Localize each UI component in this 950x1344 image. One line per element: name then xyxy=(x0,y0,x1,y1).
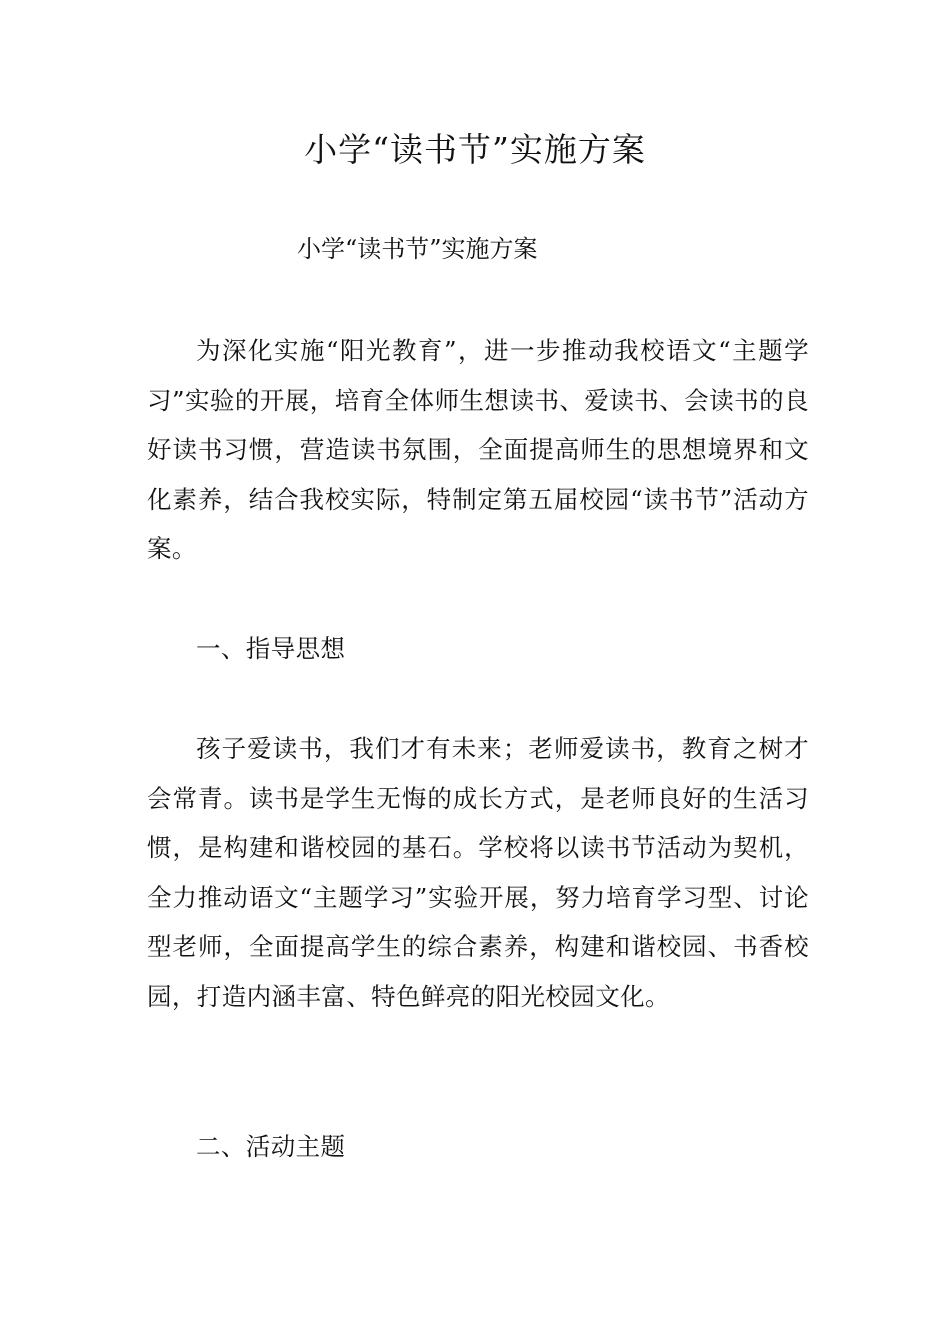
intro-paragraph: 为深化实施“阳光教育”，进一步推动我校语文“主题学习”实验的开展，培育全体师生想读书、爱读书、会读书的良好读书习惯，营造读书氛围，全面提高师生的思想境界和文化素养，结合我校实际，特制定第五届校园“读书节”活动方案。 xyxy=(147,336,809,563)
guiding-ideology-paragraph: 孩子爱读书，我们才有未来；老师爱读书，教育之树才会常青。读书是学生无悔的成长方式，是老师良好的生活习惯，是构建和谐校园的基石。学校将以读书节活动为契机，全力推动语文“主题学习”实验开展，努力培育学习型、讨论型老师，全面提高学生的综合素养，构建和谐校园、书香校园，打造内涵丰富、特色鲜亮的阳光校园文化。 xyxy=(147,734,809,1011)
section-heading-guiding-ideology: 一、指导思想 xyxy=(196,634,346,663)
document-title: 小学“读书节”实施方案 xyxy=(304,130,646,169)
section-heading-activity-theme: 二、活动主题 xyxy=(196,1132,346,1161)
document-subtitle: 小学“读书节”实施方案 xyxy=(297,235,538,263)
